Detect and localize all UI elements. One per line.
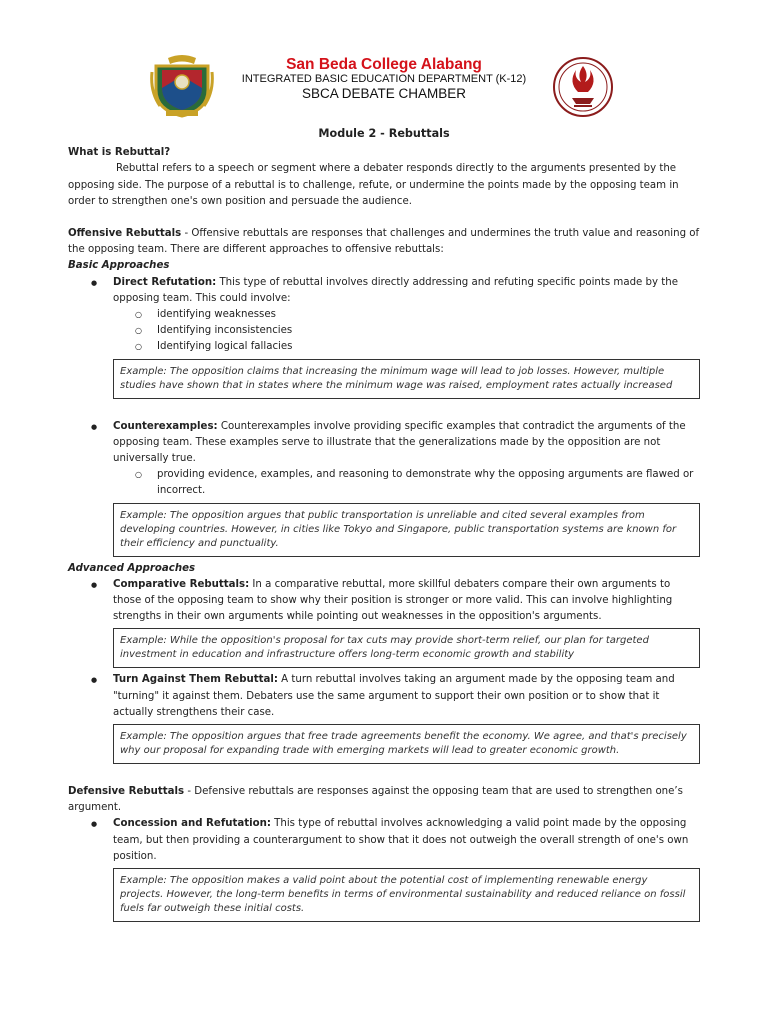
list-item: ○ Identifying inconsistencies	[157, 323, 700, 339]
list-item: ○ providing evidence, examples, and reasoning to demonstrate why the opposing arguments are flawed or incorrect.	[157, 467, 700, 499]
offensive-rebuttals-paragraph	[68, 226, 700, 258]
basic-approaches-list	[68, 275, 700, 356]
concession-refutation-text: This type of rebuttal involves acknowledging a valid point made by the opposing team, but then providing a counterargument to show that it does not outweigh the overall strength of one's own position.	[113, 818, 689, 862]
defensive-rebuttals-text: - Defensive rebuttals are responses against the opposing team that are used to strengthen one’s argument.	[68, 786, 683, 814]
direct-refutation-sublist	[113, 307, 700, 356]
concession-refutation-term: Concession and Refutation:	[113, 818, 271, 830]
module-content	[68, 126, 700, 926]
turn-rebuttal-text: A turn rebuttal involves taking an argument made by the opposing team and "turning" it against them. Debaters use the same argument to support their own position or to show that it actually strengthens their case.	[113, 674, 675, 718]
offensive-rebuttals-text: - Offensive rebuttals are responses that challenges and undermines the truth value and reasoning of the opposing team. There are different approaches to offensive rebuttals:	[68, 228, 700, 256]
letterhead	[0, 52, 768, 118]
example-box-turn-rebuttal: Example: The opposition argues that free trade agreements benefit the economy. We agree, and that's precisely why our proposal for expanding trade with emerging markets will lead to greater economic growth.	[113, 724, 700, 764]
direct-refutation-text: This type of rebuttal involves directly addressing and refuting specific points made by the opposing team. This could involve:	[113, 276, 678, 304]
comparative-rebuttals-term: Comparative Rebuttals:	[113, 578, 250, 590]
comparative-rebuttals-text: In a comparative rebuttal, more skillful debaters compare their own arguments to those of the opposing team to show why their position is stronger or more valid. This can involve highlighting strengths in their own arguments while pointing out weaknesses in the opposition's arguments.	[113, 578, 673, 623]
list-item-turn-against-them	[113, 672, 700, 721]
section-heading-what-is-rebuttal: What is Rebuttal?	[68, 147, 171, 159]
defensive-approaches-list	[68, 816, 700, 865]
counterexamples-text: Counterexamples involve providing specific examples that contradict the arguments of the opposing team. These examples serve to illustrate that the generalizations made by the opposition are not universally true.	[113, 420, 686, 465]
counterexamples-term: Counterexamples:	[113, 420, 218, 432]
school-crest-logo	[150, 52, 214, 118]
example-box-comparative-rebuttals: Example: While the opposition's proposal for tax cuts may provide short-term relief, our plan for targeted investment in education and infrastructure offers long-term economic growth and stability	[113, 628, 700, 668]
module-title: Module 2 - Rebuttals	[318, 127, 450, 140]
defensive-rebuttals-term: Defensive Rebuttals	[68, 786, 185, 798]
example-box-concession-refutation: Example: The opposition makes a valid point about the potential cost of implementing renewable energy projects. However, the long-term benefits in terms of environmental sustainability and reduced reliance on fossil fuels far outweigh these initial costs.	[113, 868, 700, 922]
direct-refutation-term: Direct Refutation:	[113, 276, 217, 288]
advanced-approaches-list	[68, 577, 700, 626]
counterexamples-list	[68, 419, 700, 500]
defensive-rebuttals-paragraph	[68, 784, 700, 816]
debate-chamber-logo	[552, 56, 614, 118]
counterexamples-sublist	[113, 467, 700, 499]
list-item-comparative-rebuttals	[113, 577, 700, 626]
turn-rebuttal-list	[68, 672, 700, 721]
example-box-counterexamples: Example: The opposition argues that public transportation is unreliable and cited several examples from developing countries. However, in cities like Tokyo and Singapore, public transportation systems are known for their efficiency and punctuality.	[113, 503, 700, 557]
example-box-direct-refutation: Example: The opposition claims that increasing the minimum wage will lead to job losses. However, multiple studies have shown that in states where the minimum wage was raised, employment rates actually increased	[113, 359, 700, 399]
advanced-approaches-heading: Advanced Approaches	[68, 562, 196, 574]
list-item-counterexamples	[113, 419, 700, 500]
list-item-direct-refutation	[113, 275, 700, 356]
list-item: ○ Identifying logical fallacies	[157, 339, 700, 355]
list-item-concession-refutation	[113, 816, 700, 865]
offensive-rebuttals-term: Offensive Rebuttals	[68, 228, 182, 240]
school-name: San Beda College Alabang	[286, 56, 482, 73]
rebuttal-definition: Rebuttal refers to a speech or segment where a debater responds directly to the arguments presented by the opposing side. The purpose of a rebuttal is to challenge, refute, or undermine the points made by the opposing team in order to strengthen one's own position and persuade the audience.	[68, 163, 679, 207]
chamber-name: SBCA DEBATE CHAMBER	[301, 86, 467, 101]
turn-rebuttal-term: Turn Against Them Rebuttal:	[113, 674, 278, 686]
basic-approaches-heading: Basic Approaches	[68, 260, 170, 272]
department-name: INTEGRATED BASIC EDUCATION DEPARTMENT (K-12)	[241, 73, 527, 85]
list-item: ○ identifying weaknesses	[157, 307, 700, 323]
